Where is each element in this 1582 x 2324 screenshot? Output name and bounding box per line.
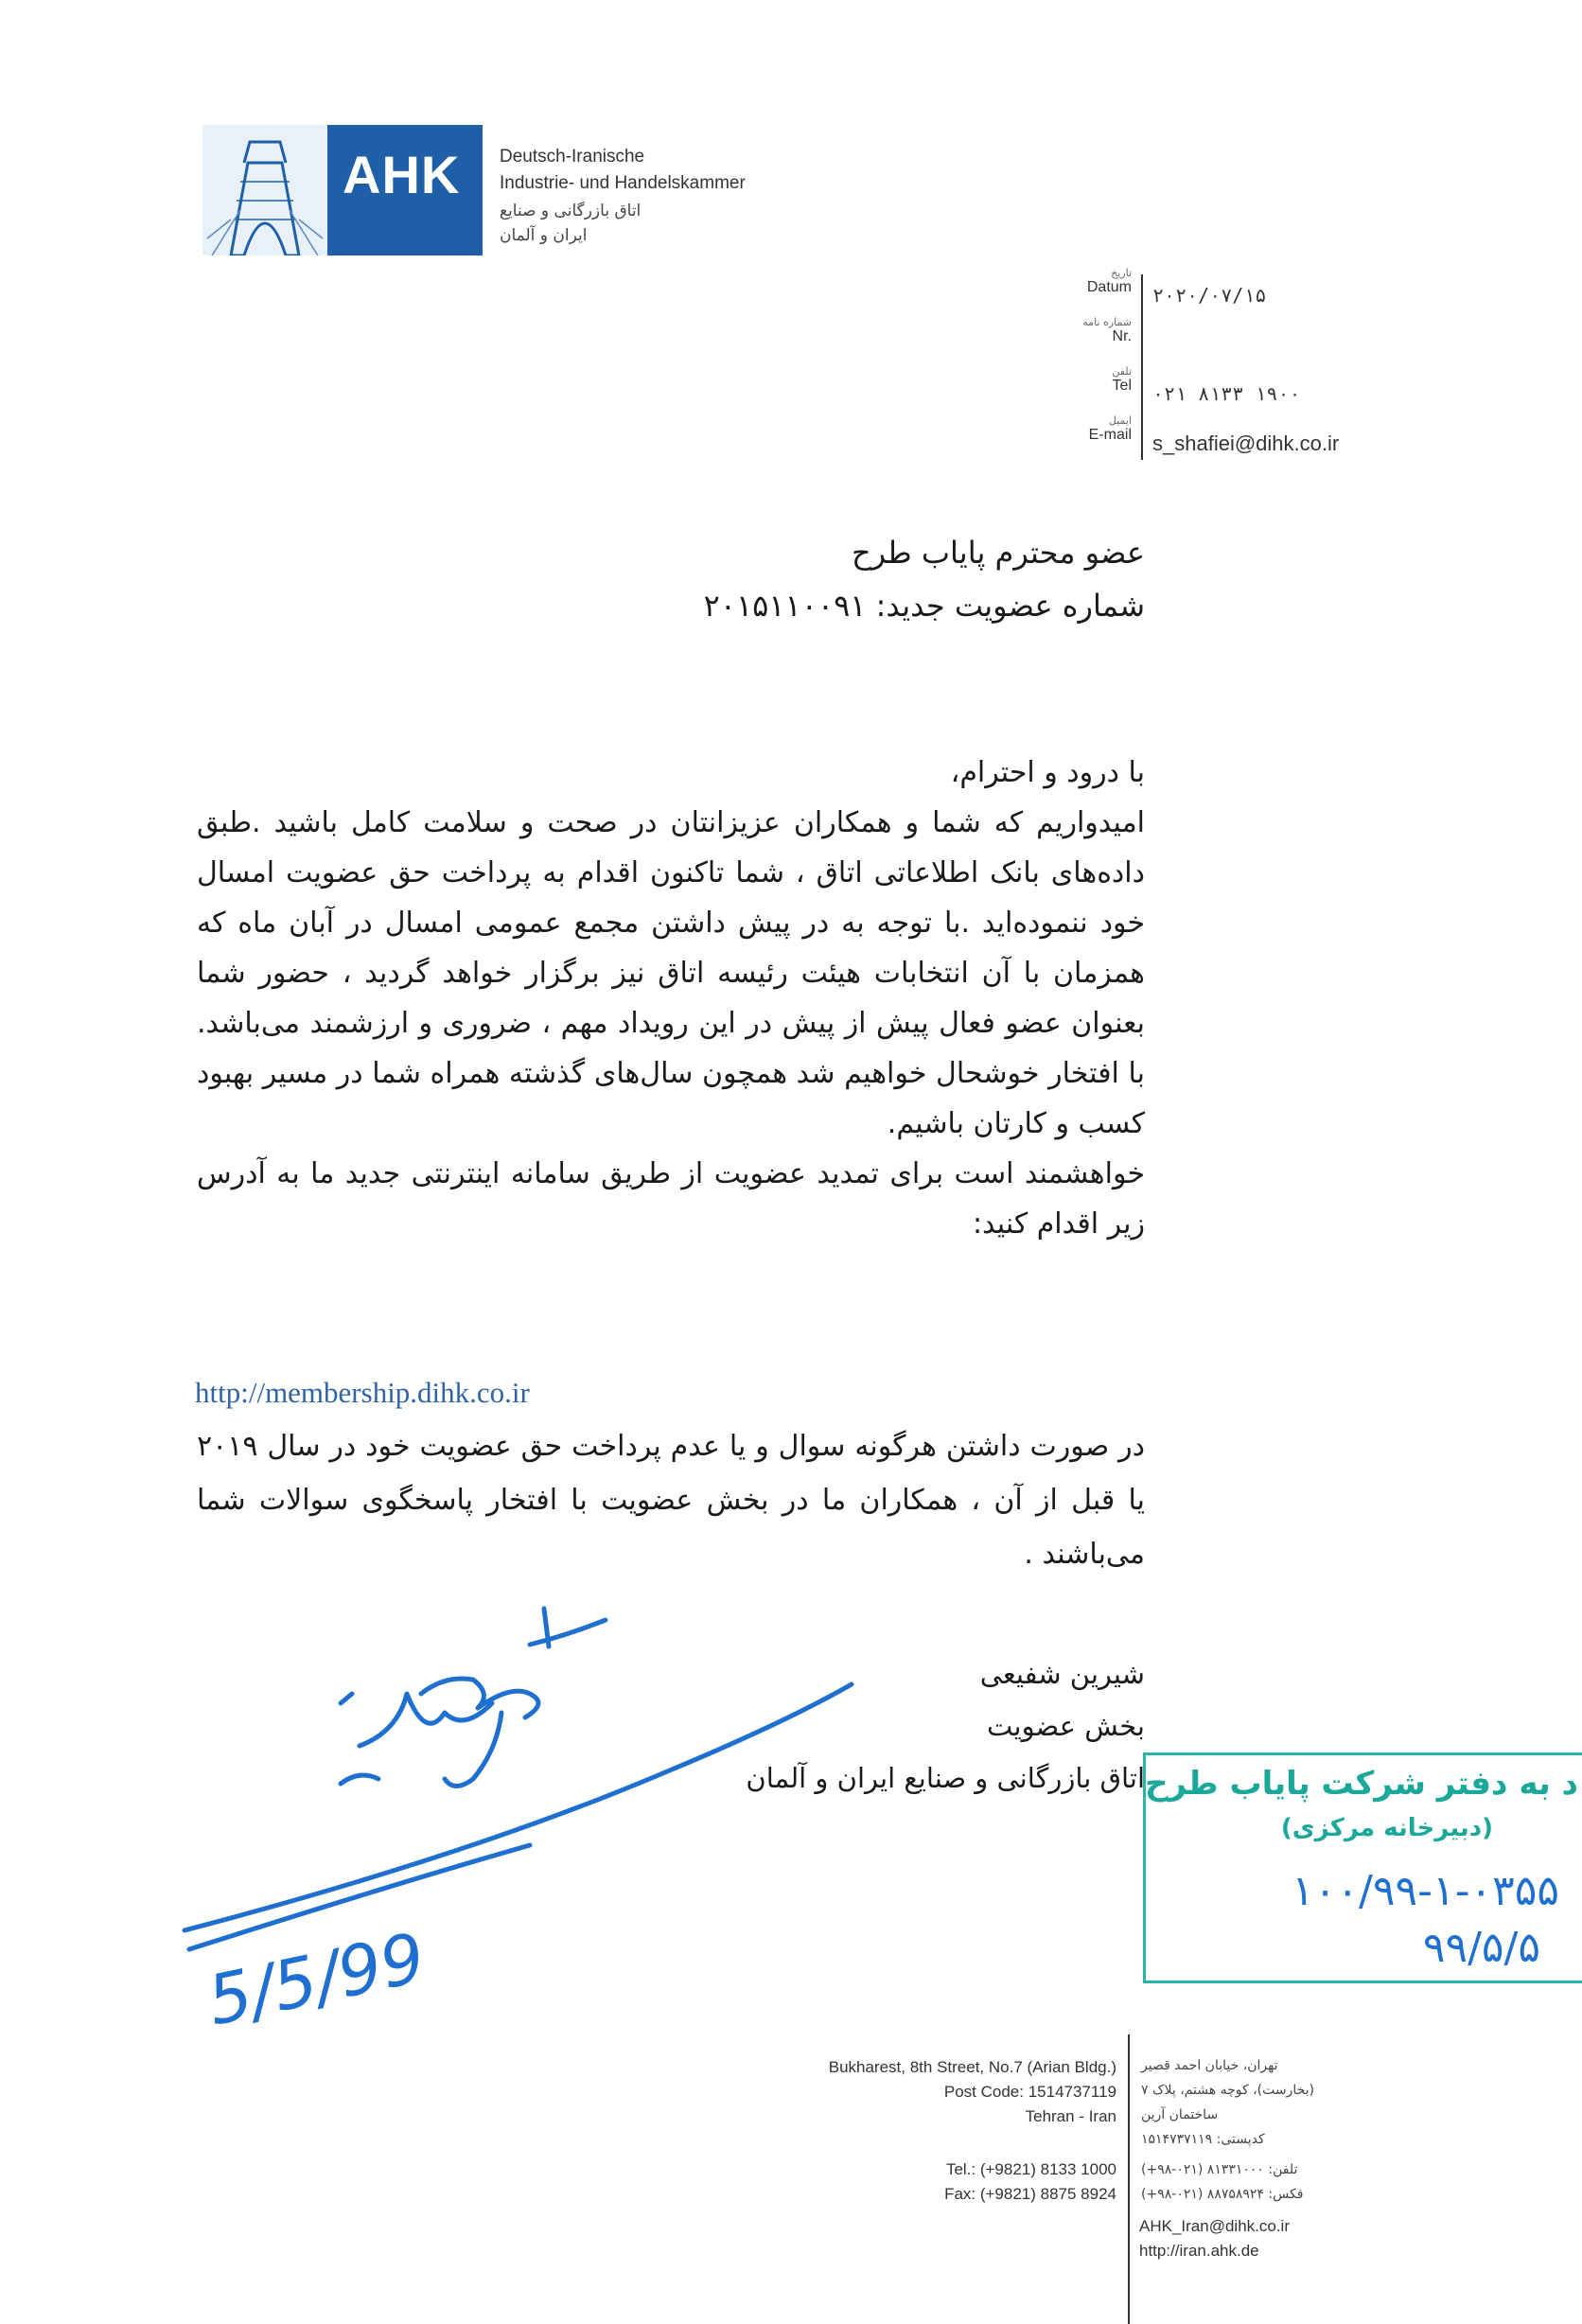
stamp-title: د به دفتر شرکت پایاب طرح bbox=[1144, 1765, 1578, 1803]
tel-value: ۰۲۱ ۸۱۳۳ ۱۹۰۰ bbox=[1152, 382, 1301, 405]
addressee bbox=[704, 526, 1145, 632]
ahk-logo bbox=[202, 125, 483, 255]
membership-number: شماره عضویت جدید: ۲۰۱۵۱۱۰۰۹۱ bbox=[703, 588, 1145, 624]
footer-email[interactable]: AHK_Iran@dihk.co.ir bbox=[1139, 2217, 1290, 2235]
footer-phone-fa: تلفن: ۸۱۳۳۱۰۰۰ (۰۲۱-۹۸+) فکس: ۸۸۷۵۸۹۲۴ (۰۲۱-۹۸+) bbox=[1141, 2162, 1304, 2202]
email-label: ایمیل E-mail bbox=[1088, 414, 1132, 443]
handwritten-note: 5/5/99 bbox=[201, 1917, 432, 2041]
azadi-tower-icon bbox=[202, 125, 327, 255]
body-paragraph-3: در صورت داشتن هرگونه سوال و یا عدم پرداخت حق عضویت خود در سال ۲۰۱۹ یا قبل از آن ، همکاران ما در بخش عضویت با افتخار پاسخگوی سوالات شما می‌باشند . bbox=[197, 1430, 1145, 1571]
footer-divider bbox=[1128, 2034, 1130, 2324]
signer-department: بخش عضویت bbox=[987, 1710, 1145, 1742]
stamp-line-1: ۱۰۰/۹۹-۱-۰۳۵۵ bbox=[1292, 1867, 1559, 1915]
number-label: شماره نامه Nr. bbox=[1082, 316, 1132, 344]
addressee-name: عضو محترم پایاب طرح bbox=[851, 535, 1145, 571]
footer-phone-en: Tel.: (+9821) 8133 1000 Fax: (+9821) 8875 8924 bbox=[944, 2160, 1116, 2203]
signer-name: شیرین شفیعی bbox=[979, 1658, 1145, 1690]
body-paragraph-1: امیدواریم که شما و همکاران عزیزانتان در صحت و سلامت کامل باشید .طبق داده‌های بانک اطلاعاتی اتاق ، شما تاکنون اقدام به پرداخت حق عضویت امسال خود ننموده‌اید .با توجه به در پیش داشتن مجمع عمومی امسال در آبان ماه که همزمان با آن انتخابات هیئت رئیسه اتاق نیز برگزار خواهد گردید ، حضور شما بعنوان عضو فعال پیش از پیش در این رویداد مهم ، ضروری و ارزشمند می‌باشد. با افتخار خوشحال خواهیم شد همچون سال‌های گذشته همراه شما در مسیر بهبود کسب و کارتان باشیم. bbox=[197, 806, 1145, 1140]
meta-divider bbox=[1141, 274, 1143, 460]
footer-website[interactable]: http://iran.ahk.de bbox=[1139, 2242, 1259, 2260]
footer-address-fa: تهران، خیابان احمد قصیر (بخارست)، کوچه هشتم، پلاک ۷ ساختمان آرین کدپستی: ۱۵۱۴۷۳۷۱۱۹ bbox=[1141, 2058, 1314, 2147]
date-label: تاریخ Datum bbox=[1086, 267, 1132, 295]
stamp-line-2: ۹۹/۵/۵ bbox=[1422, 1924, 1540, 1972]
footer-address-en: Bukharest, 8th Street, No.7 (Arian Bldg.) Post Code: 1514737119 Tehran - Iran bbox=[828, 2058, 1116, 2125]
org-name-german: Deutsch-Iranische Industrie- und Handelskammer bbox=[500, 147, 746, 193]
received-stamp bbox=[1143, 1752, 1582, 1983]
email-value: s_shafiei@dihk.co.ir bbox=[1152, 431, 1340, 455]
greeting: با درود و احترام، bbox=[950, 756, 1145, 789]
org-name-persian: اتاق بازرگانی و صنایع ایران و آلمان bbox=[500, 202, 642, 245]
body-paragraph-2: خواهشمند است برای تمدید عضویت از طریق سامانه اینترنتی جدید ما به آدرس زیر اقدام کنید: bbox=[197, 1157, 1145, 1241]
tel-label: تلفن Tel bbox=[1112, 365, 1132, 394]
footer-contact bbox=[1139, 2214, 1290, 2263]
stamp-subtitle: (دبیرخانه مرکزی) bbox=[1280, 1814, 1493, 1842]
signature-block bbox=[746, 1648, 1145, 1805]
signer-organization: اتاق بازرگانی و صنایع ایران و آلمان bbox=[746, 1762, 1145, 1794]
logo-text: AHK bbox=[343, 145, 461, 204]
letter-body bbox=[197, 748, 1145, 1249]
membership-link[interactable]: http://membership.dihk.co.ir bbox=[195, 1376, 530, 1409]
date-value: ۲۰۲۰/۰۷/۱۵ bbox=[1152, 284, 1267, 307]
